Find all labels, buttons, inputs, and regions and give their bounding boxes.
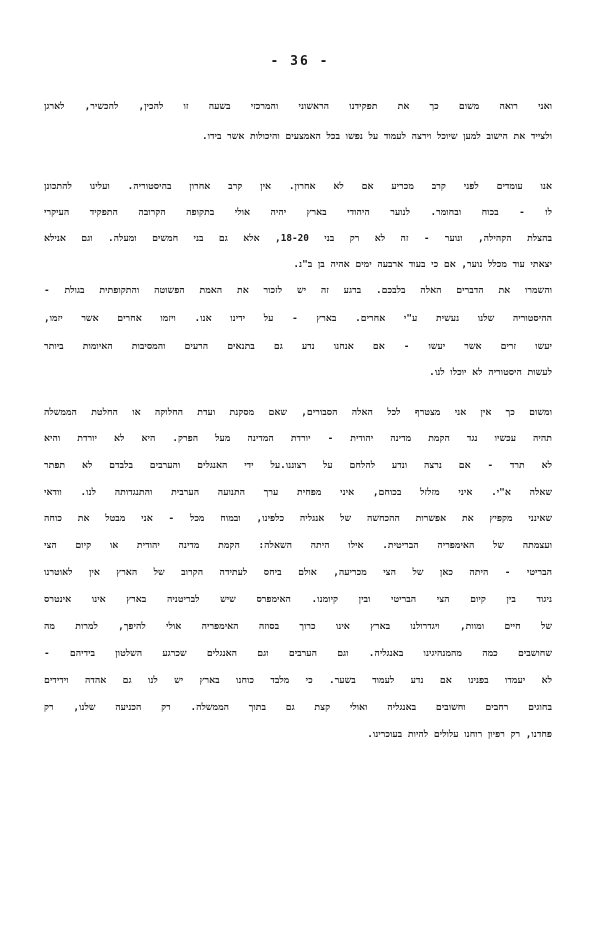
text-line: ניגוד בין קיום הצי הבריטי ובין קיומנו. האימפרס שיש לבריטניה בארץ אינו אינטרס — [44, 594, 552, 605]
text-line: שחושבים כמה מהמנהיגינו באנגליה. וגם הערבים וגם האנגלים שכרגע השלטון בידיהם - — [44, 648, 552, 659]
text-line: שאלה א"י. איני מזלזל בכוחם, איני מפחית ערך התנועה הערבית והתנגדותה לנו. וודאי — [44, 487, 552, 498]
text-line: יעשו זרים אשר יעשו - אם אנחנו נדע גם בתנאים הרעים והמסיבות האיומות ביותר — [44, 341, 552, 352]
text-line: ואני רואה משום כך את תפקידנו הראשוני והמרכזי בשעה זו להכין, להכשיר, לארגן — [44, 101, 552, 112]
text-line: שאינני מקפיץ את אפשרות ההכחשה של אנגליה כלפינו, ובמוח מכל - אני מבטל את כוחה — [44, 513, 552, 524]
text-line: הבריטי - היתה כאן של הצי מכריעה, אולם ביחס לעתידה הקרוב של הארץ אין לאוטרנו — [44, 567, 552, 578]
text-line: ועצמתה של האימפריה הבריטית. אילו היתה השאלה: הקמת מדינה יהודית או קיום הצי — [44, 540, 552, 551]
page-number: - 36 - — [270, 54, 330, 69]
text-line: בחוגים רחבים וחשובים באנגליה ואולי קצת גם בתוך הממשלה. רק הכניעה שלנו, רק — [44, 702, 552, 713]
text-line: אנו עומדים לפני קרב מכריע אם לא אחרון. אין קרב אחרון בהיסטוריה. ועלינו להתכונן — [44, 181, 552, 192]
text-line: תהיה עכשיו נגד הקמת מדינה יהודית - יורדת המדינה מעל הפרק. היא לא יורדת והיא — [44, 433, 552, 444]
text-line: של חיים ומוות, ויגדרולנו בארץ אינו כרוך בסוזה האימפריה אולי להיפך, למרות מה — [44, 621, 552, 632]
text-line: לא יעמדו בפנינו אם נדע לעמוד בשער. כי מלבד כוחנו בארץ יש לנו גם אהדה וידידים — [44, 675, 552, 686]
text-line: לא תרד - אם נרצה ונדע להלחם על רצוננו.על ידי האנגלים והערבים בלבדם לא תפתר — [44, 460, 552, 471]
text-line: ולצייד את הישוב למען שיוכל וירצה לעמוד על נפשו בכל האמצעים והיכולות אשר בידו. — [201, 131, 552, 142]
text-line: והשמרו את הדברים האלה בלבכם. ברגע זה יש לזכור את האמת הפשוטה והתקופתית בגולת - — [44, 285, 552, 296]
text-line: לעשות היסטוריה לא יוכלו לנו. — [429, 367, 552, 378]
text-line: פחדנו, רק רפיון רוחנו עלולים להיות בעוכרינו. — [367, 729, 552, 740]
text-line: לו - בכוח ובחומר. לנוער היהודי בארץ יהיה אולי בתקופה הקרובה התפקיד העיקרי — [44, 207, 552, 218]
text-line: יצאתי עוד מכלל נוער, אם כי בעוד ארבעה ימים אהיה בן ב"נ. — [293, 259, 552, 270]
text-line: ההיסטוריה שלנו נעשית ע"י אחרים. בארץ - על ידינו אנו. ויזמו אחרים אשר יזמו, — [44, 313, 552, 324]
text-line: ומשום כך אין אני מצטרף לכל האלה הסבורים, שאם מסקנת ועדת החלוקה או החלטת הממשלה — [44, 407, 552, 418]
text-line: בהצלת הקהילה, ונוער - זה לא רק בני 18-20, אלא גם בני חמשים ומעלה. וגם אנילא — [44, 233, 552, 244]
